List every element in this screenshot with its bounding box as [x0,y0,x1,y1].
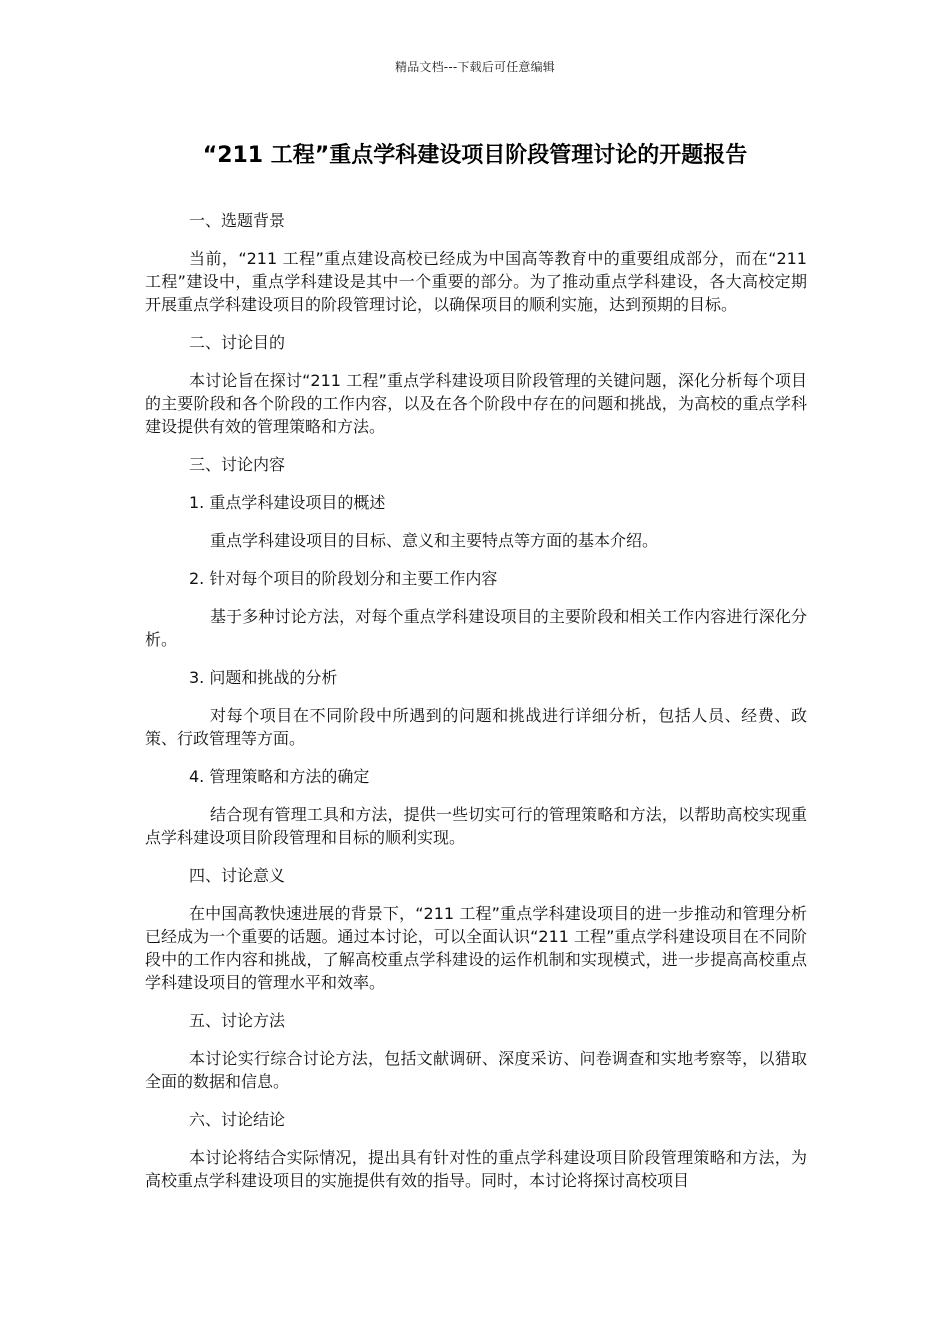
content-item-text: 对每个项目在不同阶段中所遇到的问题和挑战进行详细分析，包括人员、经费、政策、行政管理等方面。 [145,706,807,748]
section-paragraph-background: 当前，“211 工程”重点建设高校已经成为中国高等教育中的重要组成部分，而在“211 工程”建设中，重点学科建设是其中一个重要的部分。为了推动重点学科建设，各大高校定期开展重点学科建设项目的阶段管理讨论，以确保项目的顺利实施，达到预期的目标。 [145,249,807,314]
section-paragraph-significance: 在中国高教快速进展的背景下，“211 工程”重点学科建设项目的进一步推动和管理分析已经成为一个重要的话题。通过本讨论，可以全面认识“211 工程”重点学科建设项目在不同阶段中的工作内容和挑战，了解高校重点学科建设的运作机制和实现模式，进一步提高高校重点学科建设项目的管理水平和效率。 [145,904,807,992]
section-heading-content: 三、讨论内容 [189,455,286,474]
content-item-text: 基于多种讨论方法，对每个重点学科建设项目的主要阶段和相关工作内容进行深化分析。 [145,607,807,649]
section-heading-background: 一、选题背景 [189,211,286,230]
section-heading-conclusion: 六、讨论结论 [189,1110,286,1129]
section-heading-significance: 四、讨论意义 [189,866,286,885]
section-paragraph-purpose: 本讨论旨在探讨“211 工程”重点学科建设项目阶段管理的关键问题，深化分析每个项目的主要阶段和各个阶段的工作内容，以及在各个阶段中存在的问题和挑战，为高校的重点学科建设提供有效的管理策略和方法。 [145,371,807,436]
section-heading-method: 五、讨论方法 [189,1011,286,1030]
section-paragraph-method: 本讨论实行综合讨论方法，包括文献调研、深度采访、问卷调查和实地考察等，以猎取全面的数据和信息。 [145,1049,807,1091]
header-note: 精品文档---下载后可任意编辑 [395,60,555,74]
content-item-title: 1. 重点学科建设项目的概述 [189,493,386,512]
content-item-title: 2. 针对每个项目的阶段划分和主要工作内容 [189,569,498,588]
document-title: “211 工程”重点学科建设项目阶段管理讨论的开题报告 [202,143,748,168]
content-item-title: 4. 管理策略和方法的确定 [189,767,370,786]
section-heading-purpose: 二、讨论目的 [189,333,286,352]
content-item-text: 结合现有管理工具和方法，提供一些切实可行的管理策略和方法，以帮助高校实现重点学科建设项目阶段管理和目标的顺利实现。 [145,805,807,847]
document-body [145,209,807,1192]
section-paragraph-conclusion: 本讨论将结合实际情况，提出具有针对性的重点学科建设项目阶段管理策略和方法，为高校重点学科建设项目的实施提供有效的指导。同时，本讨论将探讨高校项目 [145,1148,807,1190]
content-item-title: 3. 问题和挑战的分析 [189,668,338,687]
content-item-text: 重点学科建设项目的目标、意义和主要特点等方面的基本介绍。 [210,531,659,550]
